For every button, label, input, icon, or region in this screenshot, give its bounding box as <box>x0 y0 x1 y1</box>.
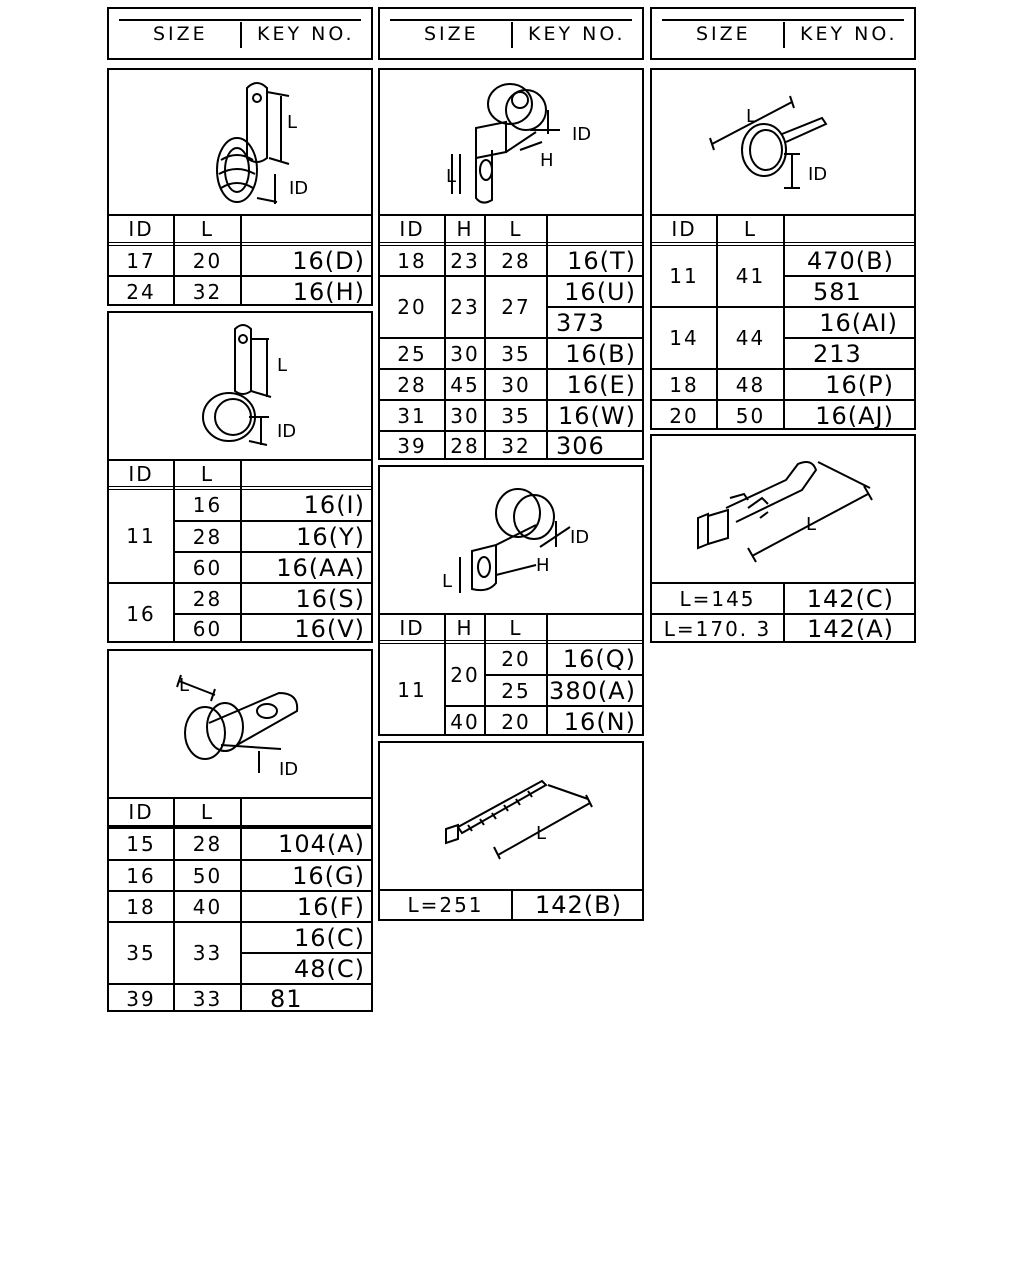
fig-label-l: L <box>806 514 817 535</box>
col-header-l: L <box>509 217 523 241</box>
col-header-l: L <box>200 800 215 824</box>
table-cell-key: 16(T) <box>567 246 636 275</box>
table-cell-id: 20 <box>669 403 699 428</box>
clamp-f-illustration <box>652 70 914 215</box>
fig-label-h: H <box>536 555 550 576</box>
col-header-id: ID <box>128 800 154 824</box>
clamp-a-illustration <box>109 70 371 215</box>
table-cell-id: 11 <box>669 264 699 288</box>
table-cell-key: 16(U) <box>564 277 636 306</box>
table-cell-size: L=170. 3 <box>663 617 772 641</box>
table-cell-id: 14 <box>669 326 699 350</box>
table-cell-id: 16 <box>126 863 156 888</box>
fig-label-id: ID <box>277 421 297 442</box>
clamp-d-panel <box>378 68 644 460</box>
table-cell-l: 35 <box>501 403 531 428</box>
clamp-d-illustration <box>380 70 642 215</box>
table-cell-key: 16(F) <box>296 892 365 921</box>
clamp-c-panel <box>107 649 373 1012</box>
header-col-2 <box>378 7 644 60</box>
col-header-l: L <box>743 217 758 241</box>
table-cell-l: 28 <box>192 586 223 611</box>
fig-label-l: L <box>179 675 190 696</box>
table-cell-key: 16(C) <box>293 923 365 952</box>
clip-g-illustration <box>652 436 914 582</box>
table-cell-l: 20 <box>192 248 223 273</box>
table-cell-id: 31 <box>397 403 427 428</box>
col-header-h: H <box>456 615 474 640</box>
table-cell-key: 16(H) <box>292 277 365 306</box>
table-cell-key: 470(B) <box>807 246 894 275</box>
clamp-c-illustration <box>109 651 371 799</box>
col-header-l: L <box>509 615 523 640</box>
table-cell-key: 16(AJ) <box>815 401 894 430</box>
fig-label-id: ID <box>279 759 299 780</box>
fig-label-id: ID <box>808 164 828 185</box>
table-cell-l: 32 <box>192 279 223 304</box>
table-cell-key: 16(D) <box>292 246 365 275</box>
table-cell-l: 50 <box>192 863 223 888</box>
table-cell-size: L=145 <box>679 586 756 611</box>
size-header: SIZE <box>424 23 479 45</box>
fig-label-l: L <box>536 823 547 844</box>
fig-label-l: L <box>446 166 457 187</box>
table-cell-l: 20 <box>501 709 531 734</box>
table-cell-l: 40 <box>192 894 223 919</box>
table-cell-l: 30 <box>501 372 531 397</box>
table-cell-key: 81 <box>270 984 303 1013</box>
table-cell-id: 18 <box>126 894 156 919</box>
table-cell-key: 16(G) <box>292 861 365 890</box>
table-cell-key: 142(B) <box>535 891 622 919</box>
table-cell-key: 142(A) <box>807 615 894 643</box>
table-cell-l: 50 <box>735 403 766 428</box>
table-cell-id: 15 <box>126 832 156 856</box>
table-cell-l: 44 <box>735 326 766 350</box>
tie-band-panel <box>378 741 644 921</box>
table-cell-id: 18 <box>669 372 699 397</box>
table-cell-key: 16(E) <box>566 370 636 399</box>
table-cell-l: 20 <box>501 647 531 671</box>
table-cell-key: 380(A) <box>549 676 636 705</box>
key-no-header: KEY NO. <box>528 23 626 45</box>
clip-g-panel <box>650 434 916 643</box>
table-cell-key: 16(Y) <box>296 522 365 551</box>
clamp-b-panel <box>107 311 373 643</box>
col-header-l: L <box>200 461 215 486</box>
fig-label-id: ID <box>570 527 590 548</box>
size-header: SIZE <box>153 23 208 45</box>
table-cell-l: 41 <box>735 264 766 288</box>
table-cell-l: 28 <box>192 524 223 549</box>
col-header-id: ID <box>399 217 425 241</box>
table-cell-h: 45 <box>450 372 480 397</box>
table-cell-key: 16(V) <box>294 615 365 643</box>
table-cell-key: 48(C) <box>293 954 365 983</box>
table-cell-key: 104(A) <box>278 830 365 858</box>
table-cell-key: 16(N) <box>563 707 636 736</box>
table-cell-l: 60 <box>192 617 223 641</box>
table-cell-id: 25 <box>397 341 427 366</box>
col-header-h: H <box>456 217 474 241</box>
fig-label-id: ID <box>572 124 592 145</box>
col-header-id: ID <box>128 461 154 486</box>
table-cell-l: 35 <box>501 341 531 366</box>
table-cell-key: 16(Q) <box>562 645 636 673</box>
table-cell-l: 25 <box>501 678 531 703</box>
table-cell-key: 16(P) <box>825 370 894 399</box>
table-cell-id: 28 <box>397 372 427 397</box>
header-col-3 <box>650 7 916 60</box>
header-col-1 <box>107 7 373 60</box>
table-cell-l: 48 <box>735 372 766 397</box>
key-no-header: KEY NO. <box>800 23 898 45</box>
fig-label-id: ID <box>289 178 309 199</box>
table-cell-id: 39 <box>397 434 427 458</box>
table-cell-id: 16 <box>126 601 156 626</box>
clamp-f-panel <box>650 68 916 430</box>
table-cell-h: 23 <box>450 248 480 273</box>
table-cell-h: 23 <box>450 295 480 319</box>
table-cell-l: 33 <box>192 986 223 1011</box>
table-cell-l: 32 <box>501 434 531 458</box>
col-header-id: ID <box>671 217 697 241</box>
fig-label-h: H <box>540 150 554 171</box>
table-cell-key: 142(C) <box>806 584 894 613</box>
fig-label-l: L <box>287 112 298 133</box>
fig-label-l: L <box>746 106 757 127</box>
table-cell-h: 30 <box>450 341 480 366</box>
table-cell-id: 20 <box>397 295 427 319</box>
table-cell-id: 17 <box>126 248 156 273</box>
table-cell-l: 33 <box>192 941 223 965</box>
table-cell-key: 16(AA) <box>276 553 365 582</box>
table-cell-key: 16(AI) <box>819 308 898 337</box>
table-cell-size: L=251 <box>407 893 484 917</box>
table-cell-key: 16(S) <box>295 584 365 613</box>
fig-label-l: L <box>277 355 288 376</box>
table-cell-id: 18 <box>397 248 427 273</box>
table-cell-key: 16(B) <box>565 339 636 368</box>
table-cell-l: 60 <box>192 555 223 580</box>
tie-band-illustration <box>380 743 642 889</box>
table-cell-id: 11 <box>126 524 156 548</box>
table-cell-id: 39 <box>126 986 156 1011</box>
col-header-l: L <box>200 217 215 241</box>
key-no-header: KEY NO. <box>257 23 355 45</box>
clamp-e-illustration <box>380 467 642 613</box>
table-cell-l: 28 <box>192 832 223 856</box>
table-cell-h: 40 <box>450 709 480 734</box>
table-cell-id: 35 <box>126 941 156 965</box>
table-cell-l: 16 <box>192 493 223 517</box>
table-cell-key: 373 <box>556 308 605 337</box>
fig-label-l: L <box>442 571 453 592</box>
table-cell-id: 11 <box>397 678 427 702</box>
table-cell-key: 306 <box>556 432 605 460</box>
clamp-a-panel <box>107 68 373 306</box>
clamp-b-illustration <box>109 313 371 459</box>
table-cell-key: 16(I) <box>303 491 365 519</box>
table-cell-h: 28 <box>450 434 480 458</box>
table-cell-l: 27 <box>501 295 531 319</box>
table-cell-id: 24 <box>126 279 156 304</box>
col-header-id: ID <box>128 217 154 241</box>
table-cell-l: 28 <box>501 248 531 273</box>
table-cell-h: 20 <box>450 662 480 687</box>
table-cell-key: 581 <box>813 277 862 306</box>
clamp-e-panel <box>378 465 644 736</box>
col-header-id: ID <box>399 615 425 640</box>
table-cell-key: 213 <box>813 339 862 368</box>
size-header: SIZE <box>696 23 751 45</box>
table-cell-key: 16(W) <box>558 401 636 430</box>
table-cell-h: 30 <box>450 403 480 428</box>
